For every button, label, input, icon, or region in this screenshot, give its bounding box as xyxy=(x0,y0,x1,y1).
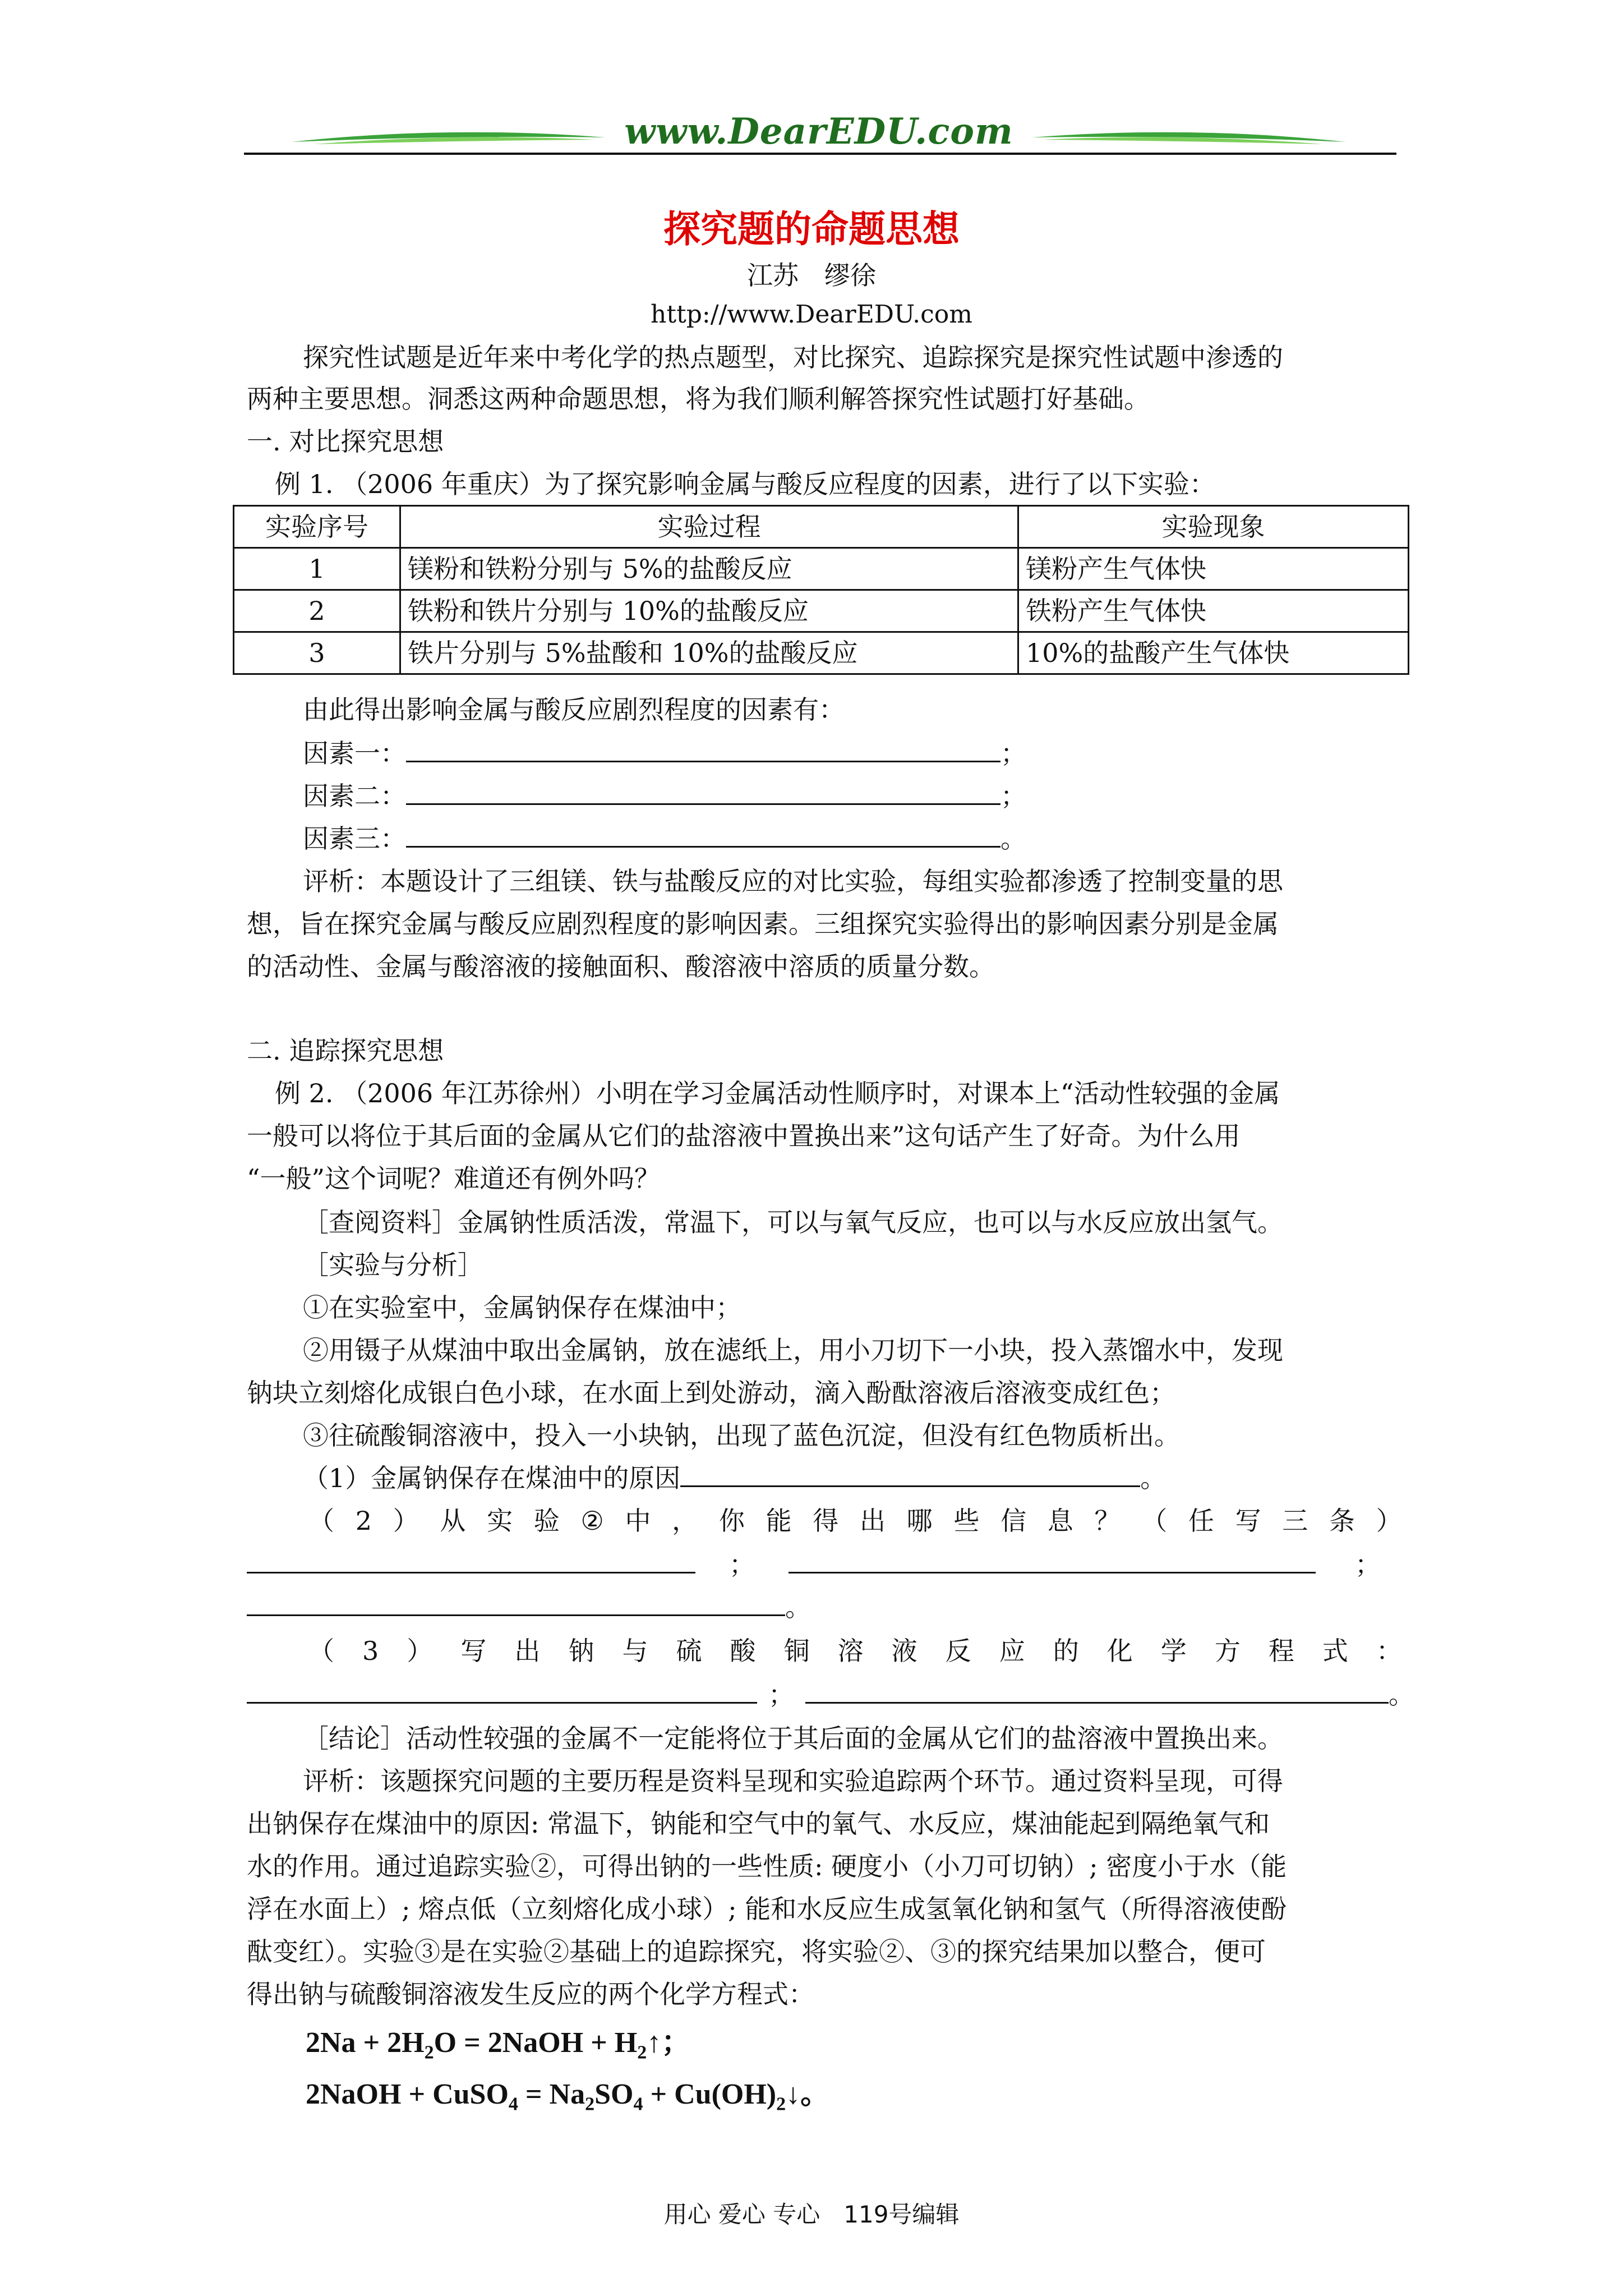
table-row xyxy=(234,548,1409,590)
eq-part: O = 2NaOH + H xyxy=(434,2027,638,2059)
q2-char: 信 xyxy=(1000,1506,1027,1536)
separator: ； xyxy=(1355,1549,1381,1580)
analysis-line: 酞变红）。实验③是在实验②基础上的追踪探究，将实验②、③的探究结果加以整合，便可 xyxy=(247,1936,1266,1967)
factor-end: ； xyxy=(1000,781,1026,811)
q3-char: 出 xyxy=(514,1636,541,1666)
q2-char: ？ xyxy=(1094,1506,1121,1536)
table-row xyxy=(234,632,1409,674)
factor-label: 因素三： xyxy=(303,823,406,854)
answer-blank[interactable] xyxy=(247,1547,695,1573)
q2-char: 写 xyxy=(1235,1506,1261,1536)
eq-sub: 2 xyxy=(776,2093,786,2115)
analysis-line: 想，旨在探究金属与酸反应剧烈程度的影响因素。三组探究实验得出的影响因素分别是金属 xyxy=(247,909,1279,939)
intro-line: 探究性试题是近年来中考化学的热点题型，对比探究、追踪探究是探究性试题中渗透的 xyxy=(303,342,1283,372)
q2-char: ， xyxy=(672,1506,698,1536)
eq-part: ↓。 xyxy=(786,2078,830,2110)
table-cell: 铁片分别与 5%盐酸和 10%的盐酸反应 xyxy=(400,632,1018,674)
question-end: 。 xyxy=(785,1592,811,1622)
q2-char: 验 xyxy=(533,1506,560,1536)
answer-line xyxy=(247,1674,1414,1715)
right-swoosh-icon xyxy=(1032,125,1346,153)
author: 江苏 缪徐 xyxy=(747,260,876,291)
q3-char: 与 xyxy=(622,1636,648,1666)
factor-end: ； xyxy=(1000,738,1026,769)
question-1 xyxy=(247,1457,1458,1499)
factor-label: 因素一： xyxy=(303,738,406,769)
q2-char: ） xyxy=(393,1506,419,1536)
q3-char: ： xyxy=(1376,1636,1402,1666)
table-cell: 3 xyxy=(234,632,400,674)
q3-char: 的 xyxy=(1053,1636,1079,1666)
q2-char: 出 xyxy=(859,1506,886,1536)
q2-char: 哪 xyxy=(906,1506,933,1536)
answer-blank[interactable] xyxy=(789,1547,1316,1573)
factor-line xyxy=(247,818,1458,859)
question-end: 。 xyxy=(1389,1680,1414,1710)
source-url: http://www.DearEDU.com xyxy=(651,300,972,329)
logo-text: www.DearEDU.com xyxy=(624,111,1013,153)
eq-part: = Na xyxy=(518,2078,585,2110)
answer-blank[interactable] xyxy=(247,1590,785,1616)
section-heading: 二. 追踪探究思想 xyxy=(247,1036,444,1066)
analysis-line: 评析：本题设计了三组镁、铁与盐酸反应的对比实验，每组实验都渗透了控制变量的思 xyxy=(303,866,1283,896)
q3-char: 化 xyxy=(1106,1636,1133,1666)
q2-char: 些 xyxy=(953,1506,980,1536)
q2-char: 中 xyxy=(625,1506,651,1536)
q3-char: ） xyxy=(407,1636,433,1666)
table-cell: 2 xyxy=(234,590,400,632)
analysis-line: 得出钠与硫酸铜溶液发生反应的两个化学方程式： xyxy=(247,1979,814,2009)
eq-part: + Cu(OH) xyxy=(643,2078,777,2110)
step-text: ②用镊子从煤油中取出金属钠，放在滤纸上，用小刀切下一小块，投入蒸馏水中，发现 xyxy=(303,1335,1283,1365)
factor-blank[interactable] xyxy=(406,779,1000,805)
equation-1 xyxy=(306,2018,690,2063)
page-footer: 用心 爱心 专心 119号编辑 xyxy=(663,2201,960,2228)
eq-sub: 2 xyxy=(585,2093,595,2115)
question-text: 由此得出影响金属与酸反应剧烈程度的因素有： xyxy=(303,694,845,725)
eq-sub: 2 xyxy=(424,2042,434,2063)
q2-char: （ xyxy=(1141,1506,1168,1536)
q3-char: 硫 xyxy=(676,1636,702,1666)
q3-char: 式 xyxy=(1322,1636,1348,1666)
q3-char: 3 xyxy=(362,1636,379,1666)
equation-2 xyxy=(306,2070,829,2115)
factor-line xyxy=(247,775,1458,817)
analysis-line: 水的作用。通过追踪实验②，可得出钠的一些性质: 硬度小（小刀可切钠）; 密度小于水（能 xyxy=(247,1851,1287,1881)
table-row xyxy=(234,590,1409,632)
experiment-table xyxy=(233,505,1409,675)
question-end: 。 xyxy=(1140,1463,1166,1493)
q2-char: 息 xyxy=(1047,1506,1073,1536)
eq-part: ↑； xyxy=(647,2027,691,2059)
example-text: 例 1. （2006 年重庆）为了探究影响金属与酸反应程度的因素，进行了以下实验： xyxy=(275,469,1215,499)
eq-part: 2Na + 2H xyxy=(306,2027,425,2059)
table-cell: 铁粉产生气体快 xyxy=(1018,590,1409,632)
q2-char: 得 xyxy=(813,1506,839,1536)
q3-char: 酸 xyxy=(730,1636,756,1666)
example-text: “一般”这个词呢？难道还有例外吗？ xyxy=(247,1163,661,1194)
example-text: 一般可以将位于其后面的金属从它们的盐溶液中置换出来”这句话产生了好奇。为什么用 xyxy=(247,1121,1241,1151)
separator: ； xyxy=(729,1549,755,1580)
step-text: 钠块立刻熔化成银白色小球，在水面上到处游动，滴入酚酞溶液后溶液变成红色； xyxy=(247,1378,1175,1408)
q3-char: 液 xyxy=(891,1636,917,1666)
question-1-text: （1）金属钠保存在煤油中的原因 xyxy=(303,1463,681,1493)
q3-char: 铜 xyxy=(783,1636,810,1666)
answer-line xyxy=(247,1586,1402,1628)
experiment-heading: ［实验与分析］ xyxy=(303,1250,483,1280)
eq-sub: 4 xyxy=(633,2093,643,2115)
answer-blank[interactable] xyxy=(805,1677,1389,1704)
example-text: 例 2. （2006 年江苏徐州）小明在学习金属活动性顺序时，对课本上“活动性较强的金属 xyxy=(275,1078,1280,1108)
q2-char: 你 xyxy=(718,1506,745,1536)
section-heading: 一. 对比探究思想 xyxy=(247,426,444,457)
analysis-line: 浮在水面上）; 熔点低（立刻熔化成小球）; 能和水反应生成氢氧化钠和氢气（所得溶液使酚 xyxy=(247,1894,1287,1924)
eq-sub: 2 xyxy=(637,2042,647,2063)
factor-label: 因素二： xyxy=(303,781,406,811)
q2-char: 能 xyxy=(766,1506,792,1536)
table-cell: 1 xyxy=(234,548,400,590)
answer-blank[interactable] xyxy=(680,1461,1140,1487)
q3-char: 方 xyxy=(1214,1636,1241,1666)
intro-line: 两种主要思想。洞悉这两种命题思想，将为我们顺利解答探究性试题打好基础。 xyxy=(247,384,1150,414)
q3-char: 钠 xyxy=(568,1636,594,1666)
factor-blank[interactable] xyxy=(406,821,1000,848)
table-cell: 10%的盐酸产生气体快 xyxy=(1018,632,1409,674)
q2-char: 2 xyxy=(355,1506,372,1536)
eq-sub: 4 xyxy=(508,2093,518,2115)
conclusion-text: ［结论］活动性较强的金属不一定能将位于其后面的金属从它们的盐溶液中置换出来。 xyxy=(303,1723,1283,1754)
q2-char: 从 xyxy=(440,1506,466,1536)
table-header: 实验现象 xyxy=(1018,506,1409,548)
page-title: 探究题的命题思想 xyxy=(663,208,960,251)
factor-blank[interactable] xyxy=(406,736,1000,762)
q2-char: 实 xyxy=(487,1506,513,1536)
q2-char: （ xyxy=(308,1506,334,1536)
separator: ； xyxy=(768,1680,794,1710)
q2-char: 三 xyxy=(1282,1506,1308,1536)
header-rule xyxy=(244,153,1396,155)
q3-char: 程 xyxy=(1268,1636,1294,1666)
q2-char: 条 xyxy=(1329,1506,1355,1536)
step-text: ③往硫酸铜溶液中，投入一小块钠，出现了蓝色沉淀，但没有红色物质析出。 xyxy=(303,1420,1180,1451)
analysis-line: 的活动性、金属与酸溶液的接触面积、酸溶液中溶质的质量分数。 xyxy=(247,951,995,982)
table-header: 实验序号 xyxy=(234,506,400,548)
step-text: ①在实验室中，金属钠保存在煤油中； xyxy=(303,1292,741,1323)
q3-char: 学 xyxy=(1160,1636,1187,1666)
q2-char: ② xyxy=(580,1506,604,1536)
factor-end: 。 xyxy=(1000,823,1026,854)
eq-part: SO xyxy=(594,2078,634,2110)
q3-char: （ xyxy=(308,1636,334,1666)
info-text: ［查阅资料］金属钠性质活泼，常温下，可以与氧气反应，也可以与水反应放出氢气。 xyxy=(303,1207,1283,1237)
table-cell: 镁粉产生气体快 xyxy=(1018,548,1409,590)
table-cell: 镁粉和铁粉分别与 5%的盐酸反应 xyxy=(400,548,1018,590)
q3-char: 写 xyxy=(460,1636,487,1666)
answer-line xyxy=(247,1544,1402,1585)
eq-part: 2NaOH + CuSO xyxy=(306,2078,509,2110)
site-logo xyxy=(292,109,1346,165)
q2-char: ） xyxy=(1376,1506,1402,1536)
analysis-line: 出钠保存在煤油中的原因: 常温下，钠能和空气中的氧气、水反应，煤油能起到隔绝氧气和 xyxy=(247,1809,1270,1839)
answer-blank[interactable] xyxy=(247,1677,757,1704)
question-3 xyxy=(247,1630,1402,1672)
table-cell: 铁粉和铁片分别与 10%的盐酸反应 xyxy=(400,590,1018,632)
analysis-line: 评析：该题探究问题的主要历程是资料呈现和实验追踪两个环节。通过资料呈现，可得 xyxy=(303,1766,1283,1796)
q3-char: 应 xyxy=(999,1636,1025,1666)
table-header-row xyxy=(234,506,1409,548)
question-2 xyxy=(247,1500,1402,1542)
q3-char: 溶 xyxy=(837,1636,864,1666)
q3-char: 反 xyxy=(945,1636,971,1666)
q2-char: 任 xyxy=(1188,1506,1214,1536)
factor-line xyxy=(247,733,1458,774)
table-header: 实验过程 xyxy=(400,506,1018,548)
